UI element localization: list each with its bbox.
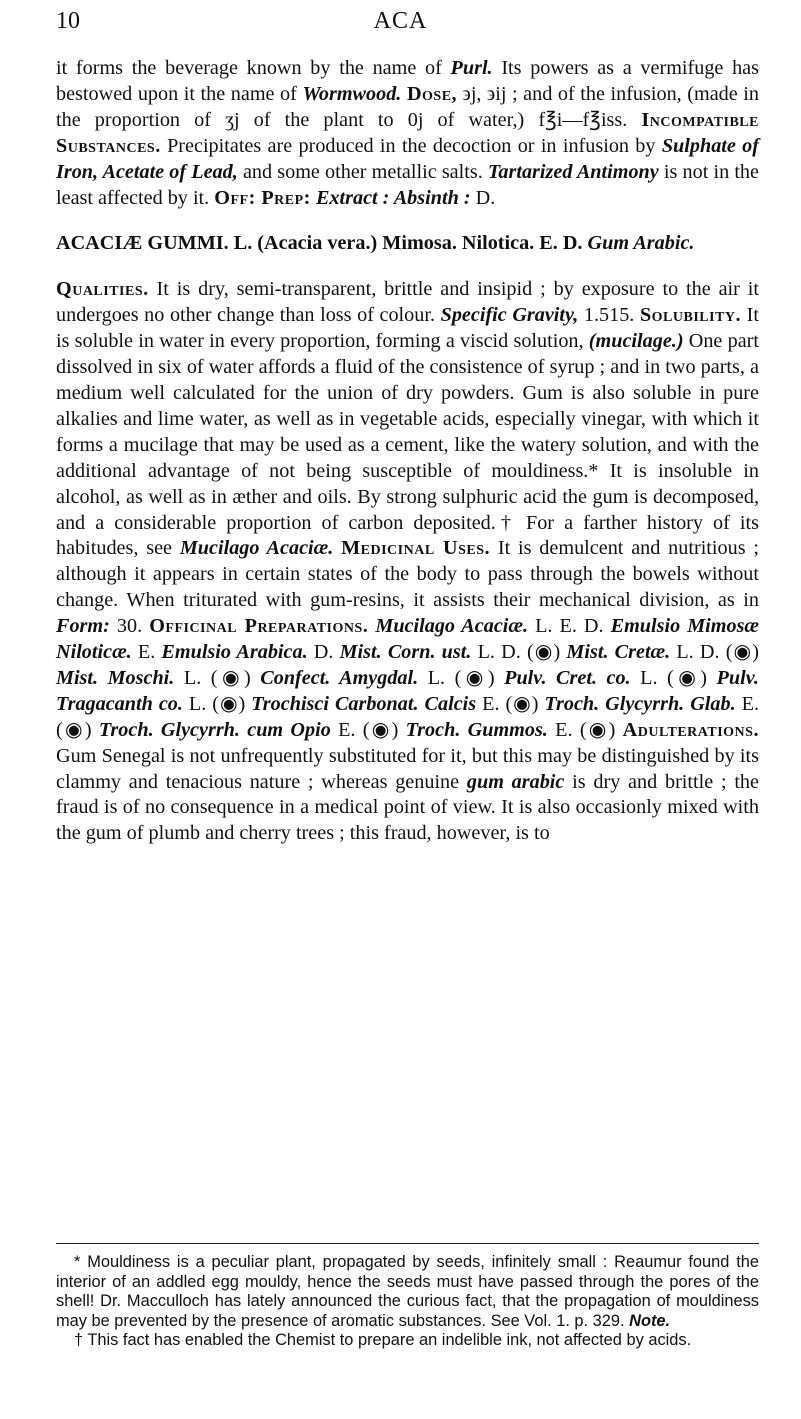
medicinal-uses-label: Medicinal Uses. [341,537,491,560]
text-run: E. (◉) [547,718,623,741]
text-run: 1.515. [578,304,640,327]
adulterations-label: Adulterations. [622,718,759,741]
text-run: Its powers as a vermifuge has bestowed upon it the name of [56,57,759,105]
dose-label: Dose, [406,82,458,105]
text-run: L. (◉) [174,666,261,689]
footnotes [56,1253,759,1351]
prep-item: Mist. Corn. ust. [339,641,472,664]
prep-item: Mist. Moschi. [56,666,175,689]
text-run: It is demulcent and nutritious ; although it appears in certain states of the body to pass through the bowels without change. When triturated with gum-resins, it assists their mechanical division, as in [56,537,760,612]
prep-item: Pulv. Tragacanth co. [56,666,759,715]
text-run: E. (◉) [330,718,406,741]
running-head: ACA [373,8,428,34]
entry-synonym: Gum Arabic. [587,232,695,255]
text-run: E. (◉) [476,692,545,715]
prep-item: Pulv. Cret. co. [504,666,631,689]
prep-item: Emulsio Arabica. [161,641,308,664]
off-prep-label: Off: Prep: [214,186,311,209]
body-text [56,56,759,847]
footnote-note: Note. [624,1311,671,1330]
text-run: it forms the beverage known by the name of [56,57,451,79]
prep-item: Emulsio Mimosæ Niloticæ. [56,615,760,664]
text-run: One part dissolved in six of water affords a fluid of the consistence of syrup ; and in two parts, a medium well calculated for the union of dry powders. Gum is also soluble in pure alkalies and lime water, as well as in vegetable acids, especially vinegar, with which it forms a mucilage that may be used as a cement, like the watery solution, and with the additional advantage of not being susceptible of mouldiness.* It is insoluble in alcohol, as well as in æther and oils. By strong sulphuric acid the gum is decomposed, and a considerable proportion of carbon deposited.† For a farther history of its habitudes, see [56,330,759,560]
term-form: Form: [56,615,110,638]
text-run: Precipitates are produced in the decoction or in infusion by [160,134,662,157]
prep-item: Mist. Cretæ. [566,641,671,664]
solubility-label: Solubility. [639,304,742,327]
prep-item: Trochisci Carbonat. Calcis [251,692,477,715]
text-run: is not in the least affected by it. [56,160,759,209]
text-run: E. [131,641,162,664]
text-run: D. [307,641,340,664]
term-purl: Purl. [450,57,493,79]
prep-item: Confect. Amygdal. [260,666,419,689]
footnote-text: * Mouldiness is a peculiar plant, propagated by seeds, infinitely small : Reaumur found the interior of an addled egg mouldy, hence the seeds must have passed through the pores of the shell! Dr. Macculloch has lately announced the curious fact, that the propagation of mouldiness may be prevented by the presence of aromatic substances. See Vol. 1. p. 329. [56,1253,759,1330]
text-run: L. (◉) [182,692,252,715]
prep-item: Troch. Glycyrrh. cum Opio [98,718,331,741]
text-run: It is dry, semi-transparent, brittle and insipid ; by exposure to the air it undergoes no other change than loss of colour. [56,278,759,327]
footnote-2 [56,1331,759,1351]
entry-title: ACACIÆ GUMMI. L. (Acacia vera.) Mimosa. Nilotica. E. D. [56,232,583,255]
text-run: It is soluble in water in every proportion, forming a viscid solution, [56,304,759,353]
qualities-label: Qualities. [56,278,149,301]
text-run: L. D. (◉) [471,641,567,664]
term-mucilage: (mucilage.) [588,330,684,353]
footnote-1 [56,1253,759,1331]
text-run: ϶j, ϶ij ; and of the infusion, (made in the proportion of ʒj of the plant to 0j of water,) f℥i—f℥iss. [56,82,760,131]
term-specific-gravity: Specific Gravity, [440,304,579,327]
continuation-paragraph [56,56,759,211]
term-extract: Extract : Absinth : [315,186,471,209]
text-run: is dry and brittle ; the fraud is of no consequence in a medical point of view. It is also occasionly mixed with the gum of plumb and cherry trees ; this fraud, however, is to [56,770,759,845]
incompatible-label: Incompatible Substances. [56,108,759,157]
text-run: D. [470,186,496,209]
officinal-label: Officinal Preparations. [149,615,369,638]
footnote-rule [56,1243,759,1244]
text-run: 30. [109,615,150,638]
page-number: 10 [56,8,80,34]
prep-item: Troch. Glycyrrh. Glab. [544,692,736,715]
main-paragraph [56,277,759,847]
page-header [0,6,801,46]
term-wormwood: Wormwood. [302,82,402,105]
term-gum-arabic: gum arabic [466,770,565,793]
text-run: L. E. D. [528,615,611,638]
entry-heading [56,231,759,257]
text-run: L. D. (◉) [670,641,759,664]
text-run: Gum Senegal is not unfrequently substituted for it, but this may be distinguished by its clammy and tenacious nature ; whereas genuine [56,744,759,793]
text-run: L. (◉) [418,666,505,689]
text-run: E. (◉) [56,692,759,741]
text-run: and some other metallic salts. [237,160,488,183]
term-sulphate: Sulphate of Iron, Acetate of Lead, [56,134,759,183]
prep-item: Mucilago Acaciæ. [375,615,529,638]
term-tartarized: Tartarized Antimony [487,160,659,183]
footnote-text: † This fact has enabled the Chemist to prepare an indelible ink, not affected by acids. [74,1331,692,1350]
term-mucilago: Mucilago Acaciæ. [179,537,334,560]
prep-item: Troch. Gummos. [405,718,548,741]
text-run: L. (◉) [630,666,717,689]
